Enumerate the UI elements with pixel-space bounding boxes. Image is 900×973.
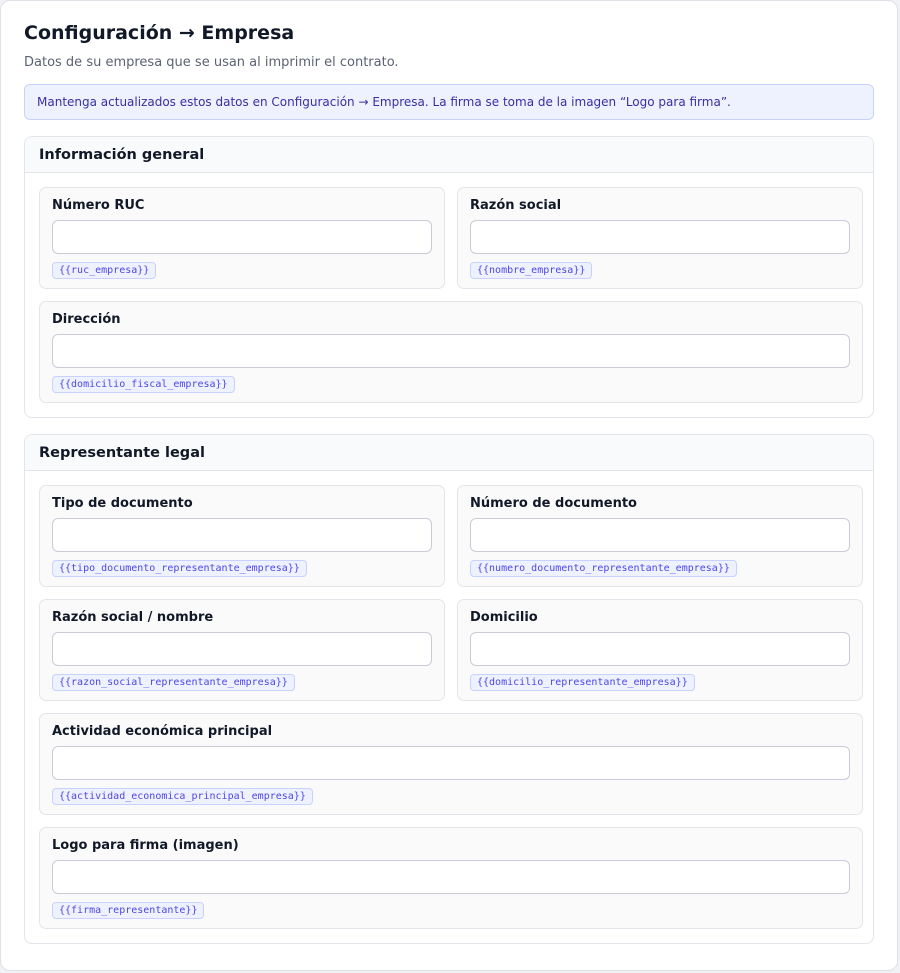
field-razon-social — [457, 187, 863, 289]
actividad-economica-placeholder-tag: {{actividad_economica_principal_empresa}} — [52, 788, 313, 805]
section-title-general-info: Información general — [25, 137, 873, 173]
info-notice: Mantenga actualizados estos datos en Configuración → Empresa. La firma se toma de la imagen “Logo para firma”. — [24, 84, 874, 120]
ruc-input[interactable] — [52, 220, 432, 254]
razon-social-nombre-input[interactable] — [52, 632, 432, 666]
numero-documento-placeholder-tag: {{numero_documento_representante_empresa}} — [470, 560, 737, 577]
tipo-documento-input[interactable] — [52, 518, 432, 552]
domicilio-label: Domicilio — [470, 610, 538, 625]
direccion-input[interactable] — [52, 334, 850, 368]
logo-firma-label: Logo para firma (imagen) — [52, 838, 239, 853]
page-subtitle: Datos de su empresa que se usan al imprimir el contrato. — [24, 55, 399, 70]
numero-documento-label: Número de documento — [470, 496, 637, 511]
actividad-economica-input[interactable] — [52, 746, 850, 780]
field-tipo-documento — [39, 485, 445, 587]
section-body-legal-representative — [25, 471, 873, 943]
numero-documento-input[interactable] — [470, 518, 850, 552]
ruc-label: Número RUC — [52, 198, 145, 213]
razon-social-placeholder-tag: {{nombre_empresa}} — [470, 262, 592, 279]
section-legal-representative — [24, 434, 874, 944]
tipo-documento-placeholder-tag: {{tipo_documento_representante_empresa}} — [52, 560, 307, 577]
section-body-general-info — [25, 173, 873, 417]
direccion-placeholder-tag: {{domicilio_fiscal_empresa}} — [52, 376, 235, 393]
field-direccion — [39, 301, 863, 403]
field-domicilio — [457, 599, 863, 701]
field-razon-social-nombre — [39, 599, 445, 701]
actividad-economica-label: Actividad económica principal — [52, 724, 273, 739]
field-ruc — [39, 187, 445, 289]
logo-firma-input[interactable] — [52, 860, 850, 894]
domicilio-input[interactable] — [470, 632, 850, 666]
page-title: Configuración → Empresa — [24, 22, 295, 44]
razon-social-nombre-label: Razón social / nombre — [52, 610, 214, 625]
razon-social-input[interactable] — [470, 220, 850, 254]
logo-firma-placeholder-tag: {{firma_representante}} — [52, 902, 204, 919]
direccion-label: Dirección — [52, 312, 121, 327]
razon-social-label: Razón social — [470, 198, 562, 213]
razon-social-nombre-placeholder-tag: {{razon_social_representante_empresa}} — [52, 674, 295, 691]
field-logo-firma — [39, 827, 863, 929]
tipo-documento-label: Tipo de documento — [52, 496, 193, 511]
section-general-info — [24, 136, 874, 418]
field-numero-documento — [457, 485, 863, 587]
field-actividad-economica — [39, 713, 863, 815]
section-title-legal-representative: Representante legal — [25, 435, 873, 471]
ruc-placeholder-tag: {{ruc_empresa}} — [52, 262, 156, 279]
domicilio-placeholder-tag: {{domicilio_representante_empresa}} — [470, 674, 695, 691]
